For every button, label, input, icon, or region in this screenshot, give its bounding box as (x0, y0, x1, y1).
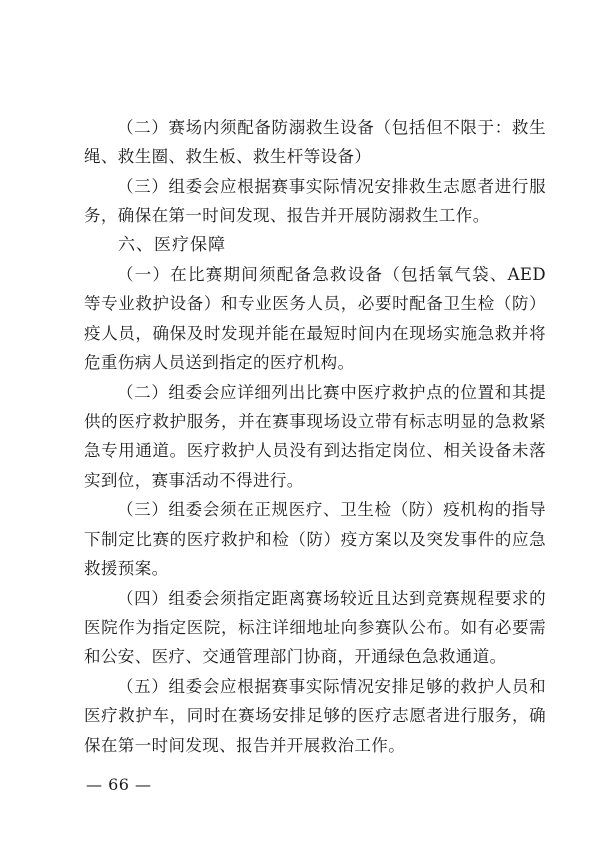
section-heading-medical: 六、医疗保障 (118, 234, 226, 255)
paragraph-designated-hospital: （四）组委会须指定距离赛场较近且达到竞赛规程要求的医院作为指定医院，标注详细地址向参赛队公布。如有必要需和公安、医疗、交通管理部门协商，开通绿色急救通道。 (84, 588, 546, 667)
paragraph-lifesaving-volunteers: （三）组委会应根据赛事实际情况安排救生志愿者进行服务，确保在第一时间发现、报告并开展防溺救生工作。 (84, 176, 546, 226)
paragraph-lifesaving-equipment: （二）赛场内须配备防溺救生设备（包括但不限于：救生绳、救生圈、救生板、救生杆等设备） (84, 118, 546, 167)
paragraph-ambulance-staff: （五）组委会应根据赛事实际情况安排足够的救护人员和医疗救护车，同时在赛场安排足够的医疗志愿者进行服务，确保在第一时间发现、报告并开展救治工作。 (84, 676, 546, 755)
page-body (84, 113, 546, 760)
paragraph-emergency-plan: （三）组委会须在正规医疗、卫生检（防）疫机构的指导下制定比赛的医疗救护和检（防）疫方案以及突发事件的应急救援预案。 (84, 500, 546, 579)
page-number: — 66 — (86, 775, 152, 794)
paragraph-medical-points: （二）组委会应详细列出比赛中医疗救护点的位置和其提供的医疗救护服务，并在赛事现场设立带有标志明显的急救紧急专用通道。医疗救护人员没有到达指定岗位、相关设备未落实到位，赛事活动不得进行。 (84, 382, 546, 490)
paragraph-first-aid-equipment: （一）在比赛期间须配备急救设备（包括氧气袋、AED 等专业救护设备）和专业医务人员，必要时配备卫生检（防）疫人员，确保及时发现并能在最短时间内在现场实施急救并将危重伤病人员送到指定的医疗机构。 (84, 265, 546, 373)
